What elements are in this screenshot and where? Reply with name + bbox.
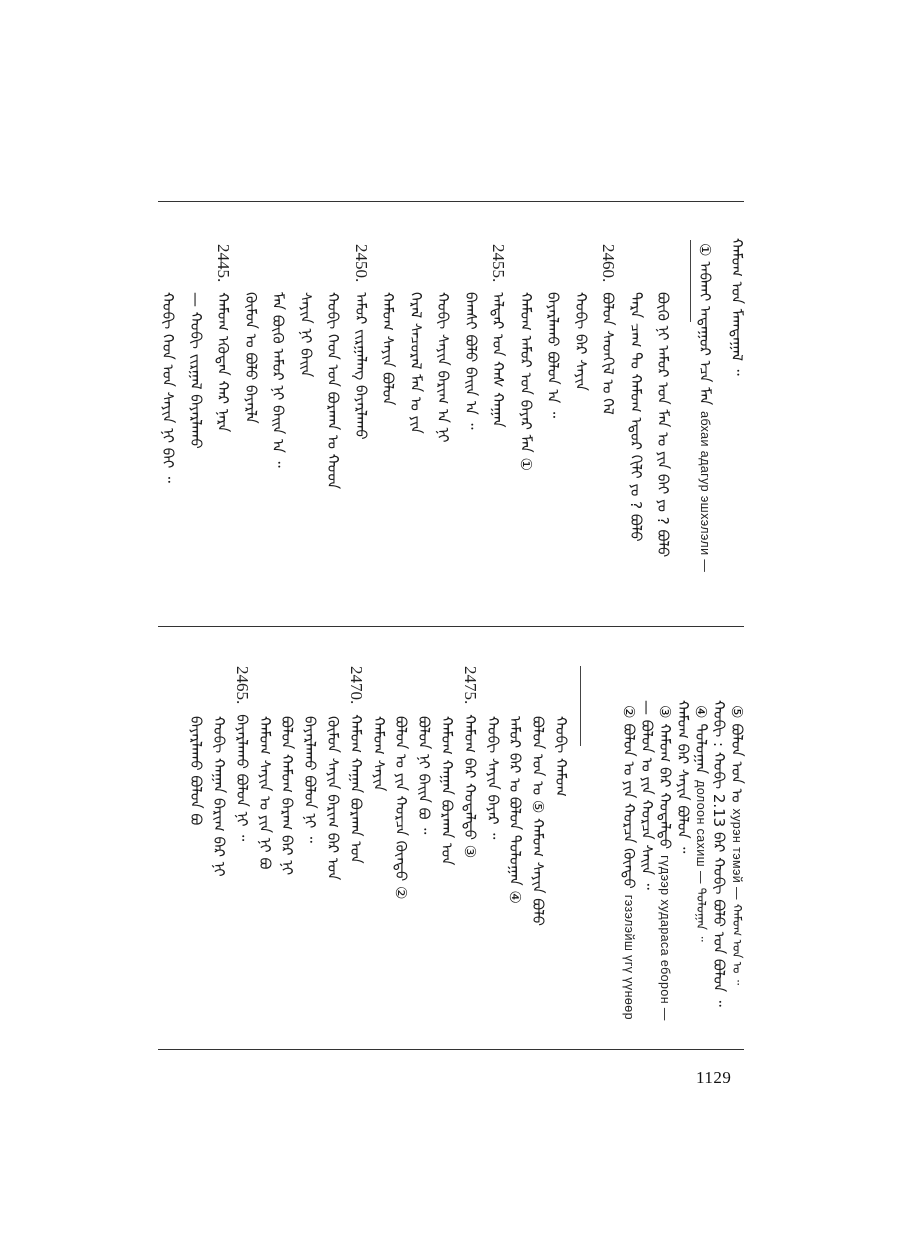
verse-number: 2455.	[489, 244, 508, 283]
mongolian-text: ᠪᠠᠶᠠᠷᠯᠠᠬᠤ ᠪᠣᠯᠤᠨ ᠨᠢ ᠃	[232, 714, 251, 842]
upper-verse-line	[460, 292, 482, 430]
lower-verse-line	[254, 716, 276, 869]
mongolian-text: ᠬᠤᠪᠢ ᠰᠠᠶᠢᠨ ᠪᠠᠶᠠᠷ ᠃	[483, 716, 502, 840]
lower-verse-line	[390, 716, 412, 900]
lower-verse-line	[459, 666, 481, 858]
mongolian-text: ᠬᠠᠮᠤᠭ ᠬᠠᠭᠠᠨ ᠪᠤᠷᠬᠠᠨ ᠤᠨ	[346, 714, 365, 864]
upper-footnote	[726, 238, 748, 376]
middle-rule	[158, 626, 744, 627]
footnote-marker: ④	[692, 705, 710, 719]
mongolian-text: ᠬᠦᠮᠦᠨ ᠤ ᠪᠣᠯᠤ ᠪᠠᠶᠠᠷᠯᠠ	[241, 292, 260, 424]
mongolian-text: ᠲᠡᠷᠡ ᠴᠠᠭ ᠲᠤ ᠬᠠᠮᠤᠭ ᠡᠳᠦᠷ ᠬᠢᠯᠢ ᠶᠤ ? ᠪᠣᠯᠤ	[626, 292, 645, 542]
bottom-rule	[158, 1049, 744, 1050]
top-rule	[158, 201, 744, 202]
mongolian-text: ᠬᠠᠮᠤᠭ ᠤᠨ ᠮᠠᠭᠲᠠᠭᠠᠯ ᠃	[728, 238, 746, 376]
cyrillic-gloss: хурэн тэмэй — ᠬᠠᠮᠤᠭ ᠤᠨ ᠤ ᠃	[730, 808, 744, 986]
upper-verse-line	[157, 292, 179, 483]
verse-number: 2465.	[232, 666, 252, 705]
upper-verse-line	[597, 244, 619, 415]
mongolian-text: ᠪᠠᠶᠠᠷᠯᠠᠬᠤ ᠪᠣᠯᠤᠨ ᠪᠣ	[187, 716, 206, 826]
verse-number: 2450.	[351, 244, 371, 283]
mongolian-text: — ᠬᠤᠪᠢ ᠵᠢᠷᠭᠠᠯ ᠪᠠᠶᠠᠷᠯᠠᠬᠤ	[186, 292, 205, 449]
lower-verse-line	[299, 716, 321, 843]
mongolian-text: ᠪᠠᠭᠰᠢ ᠪᠣᠯᠤ ᠪᠠᠢᠨ ᠠ ᠃	[461, 292, 480, 430]
mongolian-text: ᠪᠦᠬᠦ ᠨᠢ ᠠᠮᠤᠷ ᠤᠨ ᠮᠠᠨ ᠤ ᠶᠢᠨ ᠪᠠᠢ ᠶᠤ ? ᠪᠣᠯᠤ	[654, 292, 672, 558]
verse-number: 2475.	[460, 666, 480, 705]
footnote-marker: ①	[696, 243, 714, 257]
mongolian-text: ᠳᠣᠯᠣᠭᠠᠨ	[692, 723, 710, 775]
upper-verse-line	[350, 244, 372, 440]
lower-footnote-separator	[580, 666, 581, 746]
lower-verse-line	[550, 716, 572, 797]
mongolian-text: ᠪᠣᠯᠤᠨ ᠤᠨ ᠤ ⑤ ᠬᠠᠮᠤᠭ ᠰᠠᠶᠢᠨ ᠪᠣᠯᠤ	[529, 716, 548, 927]
lower-verse-line	[527, 716, 549, 926]
upper-footnote	[694, 238, 716, 572]
mongolian-text: ᠪᠣᠯᠤᠨ ᠬᠠᠮᠤᠭ ᠪᠠᠷᠠᠭ ᠪᠠᠷ ᠨᠢ	[278, 716, 297, 876]
lower-verse-line	[276, 716, 298, 875]
mongolian-text: ᠬᠦᠮᠦᠨ ᠰᠠᠶᠢᠨ ᠪᠠᠷᠢᠭ ᠪᠠᠷ ᠤᠨ	[324, 716, 342, 881]
mongolian-text: ᠬᠤᠪᠢ ᠬᠡᠳ ᠤᠨ ᠰᠠᠶᠢᠨ ᠨᠢ ᠪᠠᠢ ᠃	[159, 292, 177, 483]
upper-verse-line	[405, 292, 427, 434]
mongolian-text: ᠠᠯᠳᠠᠷ ᠤᠨ ᠬᠠᠰ ᠬᠠᠭᠠᠨ	[489, 292, 507, 428]
upper-verse-line	[267, 292, 289, 468]
mongolian-text: ᠬᠤᠪᠢ ᠬᠠᠭᠠᠨ ᠪᠠᠷᠢᠭ ᠪᠠᠷ ᠨᠢ	[210, 716, 228, 877]
cyrillic-gloss: гэзэлэйш үгү үүнөөр	[622, 894, 636, 1020]
lower-verse-line	[231, 666, 253, 841]
lower-verse-line	[413, 716, 435, 834]
lower-verse-line	[368, 716, 390, 791]
mongolian-text: ᠬᠤᠪᠢ ᠰᠠᠶᠢᠨ ᠪᠠᠷᠢᠭ ᠠ ᠨᠢ	[434, 292, 452, 443]
mongolian-text: ᠪᠣᠯᠤᠨ ᠰᠡᠳᠬᠢᠯ ᠤ ᠬᠡᠯ	[599, 292, 617, 415]
cyrillic-gloss: долоон сахиш — ᠳᠣᠯᠣᠭᠠᠨ ᠃	[694, 780, 708, 942]
cyrillic-gloss: абхаи адагур эшхэлэли —	[698, 411, 712, 573]
mongolian-text: ᠬᠤᠪᠢ ᠬᠡᠳ ᠤᠨ ᠪᠤᠷᠬᠠᠨ ᠤ ᠬᠤᠳ	[324, 292, 342, 490]
mongolian-text: ᠬᠠᠮᠤᠭ ᠪᠠᠷ ᠬᠤᠳᠠᠯᠳᠤ	[656, 723, 674, 850]
footnote-marker: ②	[620, 705, 638, 719]
mongolian-text: ᠭᠡᠷᠡᠯ ᠰᠠᠴᠤᠷᠠᠯ ᠮᠠᠨ ᠤ ᠶᠢᠨ	[406, 292, 425, 434]
verse-number: 2470.	[346, 666, 366, 705]
upper-verse-line	[295, 292, 317, 377]
upper-verse-line	[542, 292, 564, 418]
mongolian-text: ᠪᠣᠯᠤᠨ ᠨᠢ ᠪᠠᠢᠨ ᠪᠣ ᠃	[415, 716, 434, 835]
mongolian-text: ᠬᠠᠮᠤᠭ ᠪᠠᠷ ᠬᠤᠳᠠᠯᠳᠤ ③	[460, 714, 479, 859]
mongolian-text: ᠬᠠᠮᠤᠭ ᠡᠭᠦᠳᠡᠨ ᠬᠠᠷ ᠨᠠᠷᠠ	[214, 292, 232, 433]
page-number: 1129	[696, 1068, 732, 1087]
upper-verse-line	[652, 292, 674, 557]
mongolian-text: ᠬᠠᠮᠤᠭ ᠰᠠᠶᠢᠨ ᠤ ᠶᠢᠨ ᠨᠢ ᠪᠣ	[255, 716, 274, 870]
lower-footnote	[618, 700, 640, 1020]
mongolian-text: ᠮᠠᠨ ᠪᠦᠬᠦ ᠠᠮᠤᠷ ᠨᠢ ᠪᠠᠢᠨ ᠠ ᠃	[269, 292, 287, 468]
mongolian-text: ᠪᠣᠯᠤᠨ ᠤ ᠶᠢᠨ ᠬᠤᠷᠴᠠ ᠬᠦᠨᠳᠦ	[620, 723, 638, 889]
mongolian-text: ᠠᠮᠤᠷ ᠪᠠᠷ ᠤ ᠪᠣᠯᠤᠨ ᠳᠣᠯᠣᠭᠠᠨ ④	[506, 716, 525, 904]
upper-verse-line	[515, 292, 537, 471]
mongolian-text: ᠪᠠᠶᠠᠷᠯᠠᠬᠤ ᠪᠣᠯᠤᠨ ᠠ ᠃	[544, 292, 562, 418]
verse-number: 2460.	[599, 244, 618, 283]
lower-verse-line	[436, 716, 458, 865]
mongolian-text: ᠪᠣᠯᠤᠨ ᠤᠨ ᠤ	[728, 723, 746, 803]
lower-verse-line	[322, 716, 344, 880]
mongolian-text: ᠬᠠᠮᠤᠭ ᠠᠮᠤᠷ ᠤᠨ ᠪᠠᠶᠠᠷ ᠮᠠᠨ ①	[516, 292, 535, 471]
footnote-marker: ③	[656, 705, 674, 719]
footnote-marker: ⑤	[728, 705, 746, 719]
lower-verse-line	[185, 716, 207, 825]
mongolian-text: — ᠪᠣᠯᠤᠨ ᠤ ᠶᠢᠨ ᠬᠤᠷᠴᠠ ᠰᠠᠢᠨ ᠃	[638, 700, 656, 890]
mongolian-text: ᠬᠤᠪᠢ : ᠬᠤᠪᠢ 2.13 ᠪᠠᠷ ᠬᠤᠪᠢ ᠪᠣᠯᠤ ᠤᠨ ᠪᠣᠯᠤᠨ ᠃	[710, 700, 728, 1007]
mongolian-text: ᠠᠮᠤᠷ ᠵᠢᠷᠭᠠᠯᠠᠩ ᠪᠠᠶᠠᠷᠯᠠᠬᠤ	[351, 292, 370, 440]
upper-verse-line	[377, 292, 399, 405]
lower-verse-line	[208, 716, 230, 877]
mongolian-text: ᠬᠠᠮᠤᠭ ᠬᠠᠭᠠᠨ ᠪᠤᠷᠬᠠᠨ ᠤᠨ	[438, 716, 456, 866]
upper-verse-line	[487, 244, 509, 428]
lower-verse-line	[482, 716, 504, 839]
cyrillic-gloss: гүдээр худараса еборон —	[658, 855, 672, 1021]
upper-footnote-separator	[690, 240, 691, 322]
upper-verse-line	[212, 244, 234, 432]
upper-verse-line	[240, 292, 262, 424]
mongolian-text: ᠬᠤᠪᠢ ᠬᠠᠮᠤᠭ	[552, 716, 570, 797]
mongolian-text: ᠪᠣᠯᠤᠨ ᠤ ᠶᠢᠨ ᠬᠤᠷᠴᠠ ᠬᠦᠨᠳᠦ ②	[392, 716, 411, 900]
mongolian-text: ᠬᠤᠪᠢ ᠪᠠᠷ ᠰᠠᠶᠢᠨ	[571, 292, 590, 391]
upper-verse-line	[625, 292, 647, 542]
lower-verse-line	[504, 716, 526, 904]
mongolian-text: ᠬᠠᠮᠤᠭ ᠰᠠᠶᠢᠨ ᠪᠣᠯᠤᠨ	[379, 292, 397, 406]
upper-verse-line	[432, 292, 454, 443]
upper-verse-line	[322, 292, 344, 489]
mongolian-text: ᠬᠠᠮᠤᠭ ᠰᠠᠶᠢᠨ	[369, 716, 388, 792]
mongolian-text: ᠬᠠᠮᠤᠭ ᠪᠠᠷ ᠰᠠᠶᠢᠨ ᠪᠣᠯᠤᠨ ᠃	[674, 700, 692, 854]
mongolian-text: ᠠᠪᠬᠠᠢ ᠠᠳᠠᠭᠤᠷ ᠡᠴᠡ ᠮᠠᠨ	[696, 261, 714, 406]
lower-verse-line	[345, 666, 367, 864]
mongolian-text: ᠰᠠᠶᠢᠨ ᠨᠢ ᠪᠠᠢᠨ	[296, 292, 315, 378]
mongolian-text: ᠪᠠᠶᠠᠷᠯᠠᠬᠤ ᠪᠣᠯᠤᠨ ᠨᠢ ᠃	[301, 716, 320, 843]
upper-verse-line	[570, 292, 592, 391]
verse-number: 2445.	[214, 244, 233, 283]
upper-verse-line	[185, 292, 207, 449]
